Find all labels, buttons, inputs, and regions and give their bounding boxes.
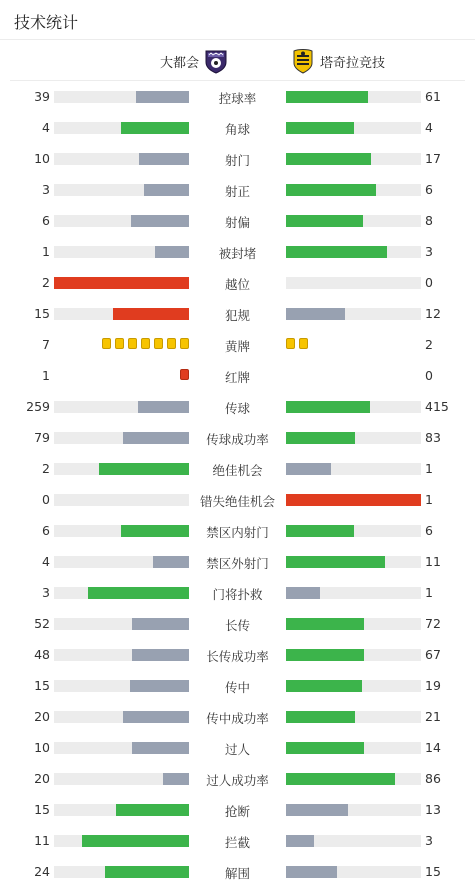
away-stat-value: 11 <box>425 554 441 569</box>
stat-label: 门将扑救 <box>212 587 263 602</box>
home-stat-value: 11 <box>34 833 50 848</box>
away-stat-value: 67 <box>425 647 441 662</box>
home-stat-value: 4 <box>42 120 50 135</box>
away-stat-value: 2 <box>425 337 433 352</box>
teams-row <box>10 40 465 81</box>
home-stat-value: 15 <box>34 306 50 321</box>
stat-row <box>0 701 475 732</box>
home-stat-bar <box>105 866 189 878</box>
away-stat-bar <box>286 804 348 816</box>
away-stat-bar-track <box>286 556 421 568</box>
home-stat-bar <box>136 91 189 103</box>
home-stat-bar <box>132 742 189 754</box>
away-stat-value: 72 <box>425 616 441 631</box>
section-header <box>0 0 475 40</box>
home-stat-bar-track <box>54 742 189 754</box>
away-stat-value: 8 <box>425 213 433 228</box>
stat-row <box>0 577 475 608</box>
home-stat-value: 7 <box>42 337 50 352</box>
home-team-name: 大都会 <box>159 55 199 71</box>
home-stat-bar <box>99 463 189 475</box>
home-stat-value: 2 <box>42 275 50 290</box>
metropolitanos-crest-icon <box>203 48 229 74</box>
stat-label: 被封堵 <box>218 246 257 261</box>
away-stat-value: 0 <box>425 275 433 290</box>
away-stat-bar-track <box>286 215 421 227</box>
away-stat-bar <box>286 401 370 413</box>
home-stat-bar <box>121 122 189 134</box>
home-stat-bar-track <box>54 618 189 630</box>
stat-label: 犯规 <box>224 308 250 323</box>
stat-row <box>0 81 475 112</box>
away-stat-bar <box>286 618 364 630</box>
home-stat-value: 0 <box>42 492 50 507</box>
away-stat-value: 1 <box>425 585 433 600</box>
home-stat-value: 15 <box>34 802 50 817</box>
yellow-card-icon <box>286 338 295 349</box>
home-stat-bar-track <box>54 835 189 847</box>
home-stat-value: 20 <box>34 709 50 724</box>
stat-label: 禁区内射门 <box>206 525 269 540</box>
home-stat-bar <box>123 711 189 723</box>
stat-row <box>0 825 475 856</box>
home-stat-value: 24 <box>34 864 50 879</box>
away-stat-bar-track <box>286 494 421 506</box>
away-stat-bar-track <box>286 153 421 165</box>
away-stat-bar-track <box>286 91 421 103</box>
away-stat-value: 19 <box>425 678 441 693</box>
away-stat-bar <box>286 711 355 723</box>
away-stat-bar <box>286 432 355 444</box>
stat-label: 禁区外射门 <box>206 556 269 571</box>
stat-label: 解围 <box>224 866 250 881</box>
away-stat-value: 14 <box>425 740 441 755</box>
home-stat-bar-track <box>54 246 189 258</box>
away-cards <box>286 338 308 349</box>
home-stat-bar-track <box>54 184 189 196</box>
away-stat-value: 86 <box>425 771 441 786</box>
away-stat-value: 17 <box>425 151 441 166</box>
away-stat-bar-track <box>286 587 421 599</box>
stat-row <box>0 515 475 546</box>
away-stat-bar <box>286 122 354 134</box>
away-stat-bar <box>286 773 395 785</box>
away-stat-bar-track <box>286 122 421 134</box>
stat-label: 绝佳机会 <box>212 463 263 478</box>
home-stat-value: 1 <box>42 244 50 259</box>
away-stat-value: 61 <box>425 89 441 104</box>
away-stat-bar-track <box>286 401 421 413</box>
stat-label: 传中成功率 <box>206 711 269 726</box>
home-stat-value: 10 <box>34 151 50 166</box>
home-stat-bar-track <box>54 494 189 506</box>
stat-row <box>0 422 475 453</box>
stat-row <box>0 267 475 298</box>
home-stat-bar <box>116 804 189 816</box>
home-stat-bar-track <box>54 277 189 289</box>
away-stat-bar <box>286 308 345 320</box>
away-stat-bar <box>286 866 337 878</box>
home-stat-bar <box>138 401 189 413</box>
yellow-card-icon <box>299 338 308 349</box>
home-stat-value: 20 <box>34 771 50 786</box>
stat-row <box>0 453 475 484</box>
yellow-card-icon <box>141 338 150 349</box>
away-stat-bar-track <box>286 277 421 289</box>
home-stat-bar <box>123 432 189 444</box>
stat-row <box>0 298 475 329</box>
away-stat-bar-track <box>286 618 421 630</box>
stat-label: 角球 <box>224 122 250 137</box>
away-stat-bar <box>286 649 364 661</box>
away-stat-bar <box>286 246 387 258</box>
away-stat-bar-track <box>286 463 421 475</box>
stat-label: 射门 <box>224 153 250 168</box>
home-stat-bar-track <box>54 401 189 413</box>
away-stat-bar <box>286 835 314 847</box>
away-stat-bar <box>286 680 362 692</box>
stat-label: 长传 <box>224 618 250 633</box>
home-stat-value: 39 <box>34 89 50 104</box>
stat-row <box>0 794 475 825</box>
away-stat-value: 3 <box>425 833 433 848</box>
home-stat-bar <box>130 680 189 692</box>
page-title: 技术统计 <box>14 13 79 32</box>
home-stat-bar-track <box>54 525 189 537</box>
home-stat-value: 48 <box>34 647 50 662</box>
away-stat-value: 4 <box>425 120 433 135</box>
stats-list <box>0 81 475 887</box>
stat-row <box>0 205 475 236</box>
stat-row <box>0 174 475 205</box>
away-stat-bar <box>286 525 354 537</box>
away-stat-value: 6 <box>425 523 433 538</box>
home-stat-value: 4 <box>42 554 50 569</box>
home-stat-bar-track <box>54 122 189 134</box>
stat-row <box>0 143 475 174</box>
home-stat-bar-track <box>54 308 189 320</box>
away-stat-bar <box>286 153 371 165</box>
home-cards <box>180 369 189 380</box>
home-stat-bar-track <box>54 866 189 878</box>
stat-row <box>0 732 475 763</box>
home-stat-bar-track <box>54 215 189 227</box>
away-stat-bar-track <box>286 835 421 847</box>
home-stat-bar-track <box>54 804 189 816</box>
stat-label: 错失绝佳机会 <box>199 494 275 509</box>
away-stat-bar-track <box>286 184 421 196</box>
home-stat-bar <box>153 556 189 568</box>
away-stat-bar-track <box>286 711 421 723</box>
away-stat-value: 83 <box>425 430 441 445</box>
stat-row <box>0 546 475 577</box>
away-stat-value: 1 <box>425 461 433 476</box>
home-stat-value: 1 <box>42 368 50 383</box>
home-team[interactable] <box>160 48 229 74</box>
away-stat-bar <box>286 556 385 568</box>
home-stat-bar <box>132 618 189 630</box>
home-stat-bar-track <box>54 153 189 165</box>
home-cards <box>102 338 189 349</box>
stat-label: 越位 <box>224 277 250 292</box>
yellow-card-icon <box>102 338 111 349</box>
home-stat-bar-track <box>54 773 189 785</box>
stat-label: 射偏 <box>224 215 250 230</box>
away-stat-bar <box>286 494 421 506</box>
yellow-card-icon <box>115 338 124 349</box>
away-stat-bar-track <box>286 773 421 785</box>
stat-row <box>0 763 475 794</box>
home-stat-bar-track <box>54 556 189 568</box>
home-stat-bar-track <box>54 711 189 723</box>
stat-label: 抢断 <box>224 804 250 819</box>
away-stat-bar-track <box>286 804 421 816</box>
stat-row <box>0 112 475 143</box>
away-stat-bar-track <box>286 308 421 320</box>
home-stat-bar <box>132 649 189 661</box>
away-stat-bar-track <box>286 866 421 878</box>
home-stat-bar-track <box>54 680 189 692</box>
stat-label: 传中 <box>224 680 250 695</box>
home-stat-bar <box>163 773 189 785</box>
away-stat-value: 12 <box>425 306 441 321</box>
home-stat-bar <box>131 215 189 227</box>
away-stat-bar-track <box>286 742 421 754</box>
away-stat-value: 13 <box>425 802 441 817</box>
away-stat-bar-track <box>286 246 421 258</box>
away-stat-bar <box>286 742 364 754</box>
stat-label: 传球成功率 <box>206 432 269 447</box>
stat-row <box>0 856 475 887</box>
stat-row <box>0 360 475 391</box>
away-stat-bar <box>286 184 376 196</box>
home-stat-value: 15 <box>34 678 50 693</box>
home-stat-bar <box>54 277 189 289</box>
stat-row <box>0 639 475 670</box>
stat-label: 过人成功率 <box>206 773 269 788</box>
home-stat-bar-track <box>54 587 189 599</box>
stat-row <box>0 329 475 360</box>
stat-row <box>0 236 475 267</box>
away-stat-bar-track <box>286 525 421 537</box>
stat-row <box>0 484 475 515</box>
home-stat-value: 259 <box>26 399 50 414</box>
away-stat-bar-track <box>286 649 421 661</box>
away-stat-bar-track <box>286 432 421 444</box>
deportivo-tachira-crest-icon <box>292 48 314 74</box>
away-stat-value: 21 <box>425 709 441 724</box>
away-stat-value: 3 <box>425 244 433 259</box>
home-stat-bar <box>113 308 189 320</box>
home-stat-value: 3 <box>42 182 50 197</box>
yellow-card-icon <box>128 338 137 349</box>
home-stat-bar <box>88 587 189 599</box>
away-stat-value: 1 <box>425 492 433 507</box>
yellow-card-icon <box>167 338 176 349</box>
stat-label: 过人 <box>224 742 250 757</box>
home-stat-bar-track <box>54 463 189 475</box>
stat-label: 控球率 <box>218 91 257 106</box>
away-stat-bar <box>286 215 363 227</box>
stat-label: 射正 <box>224 184 250 199</box>
home-stat-value: 6 <box>42 213 50 228</box>
home-stat-bar-track <box>54 649 189 661</box>
home-stat-value: 3 <box>42 585 50 600</box>
home-stat-bar <box>121 525 189 537</box>
home-stat-bar-track <box>54 432 189 444</box>
red-card-icon <box>180 369 189 380</box>
away-stat-value: 15 <box>425 864 441 879</box>
home-stat-value: 2 <box>42 461 50 476</box>
away-stat-bar <box>286 587 320 599</box>
away-stat-bar <box>286 91 368 103</box>
home-stat-value: 79 <box>34 430 50 445</box>
stat-label: 拦截 <box>224 835 250 850</box>
away-stat-value: 6 <box>425 182 433 197</box>
stat-label: 红牌 <box>224 370 250 385</box>
stat-row <box>0 391 475 422</box>
home-stat-value: 52 <box>34 616 50 631</box>
away-stat-value: 0 <box>425 368 433 383</box>
stat-row <box>0 670 475 701</box>
stat-row <box>0 608 475 639</box>
stat-label: 传球 <box>224 401 250 416</box>
yellow-card-icon <box>180 338 189 349</box>
home-stat-bar <box>155 246 189 258</box>
away-team[interactable] <box>292 48 385 74</box>
home-stat-bar <box>82 835 189 847</box>
stat-label: 黄牌 <box>224 339 250 354</box>
home-stat-bar <box>139 153 189 165</box>
away-stat-bar <box>286 463 331 475</box>
stat-label: 长传成功率 <box>206 649 269 664</box>
home-stat-bar <box>144 184 189 196</box>
home-stat-value: 10 <box>34 740 50 755</box>
yellow-card-icon <box>154 338 163 349</box>
away-stat-value: 415 <box>425 399 449 414</box>
home-stat-bar-track <box>54 91 189 103</box>
home-stat-value: 6 <box>42 523 50 538</box>
away-stat-bar-track <box>286 680 421 692</box>
away-team-name: 塔奇拉竞技 <box>320 55 386 71</box>
